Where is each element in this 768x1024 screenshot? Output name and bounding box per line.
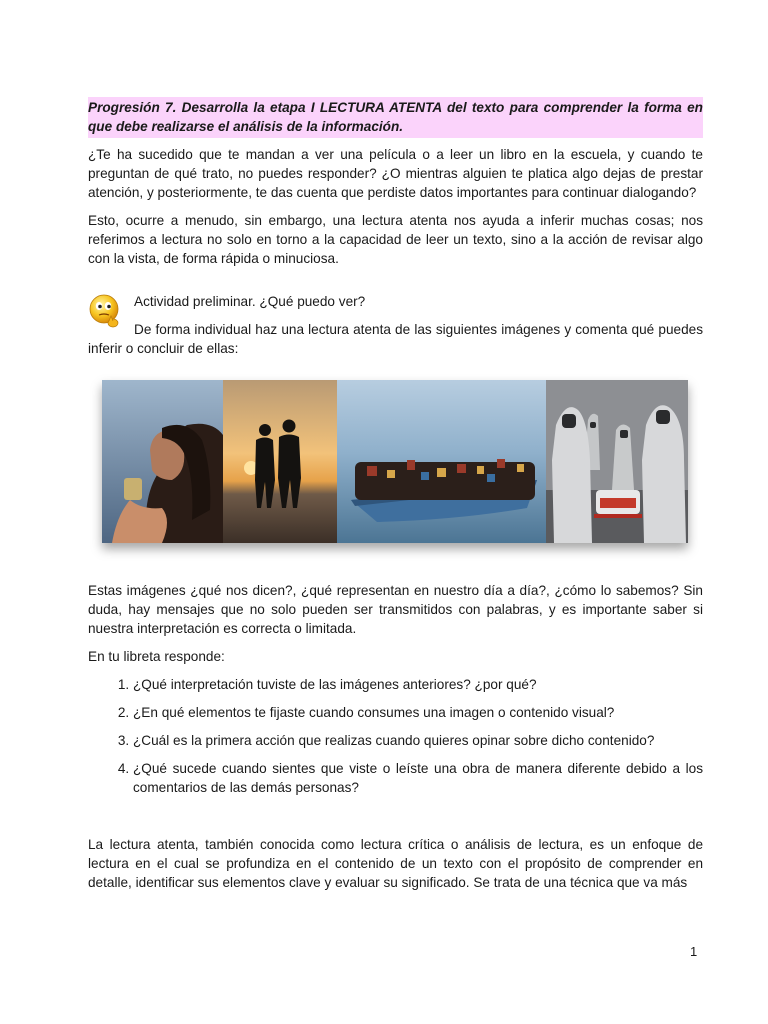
question-item: 4. ¿Qué sucede cuando sientes que viste o leíste una obra de manera diferente debido a los comentarios de las demás personas? <box>133 759 703 797</box>
document-body <box>88 97 703 901</box>
question-item: 3. ¿Cuál es la primera acción que realizas cuando quieres opinar sobre dicho contenido? <box>133 731 703 750</box>
couple-sunset-photo <box>223 380 337 543</box>
question-item: 2. ¿En qué elementos te fijaste cuando consumes una imagen o contenido visual? <box>133 703 703 722</box>
questions-list <box>88 675 703 797</box>
thinking-emoji-icon <box>88 292 124 330</box>
section-title: Progresión 7. Desarrolla la etapa I LECTURA ATENTA del texto para comprender la forma en que debe realizarse el análisis de la información. <box>88 97 703 138</box>
image-strip <box>102 380 688 543</box>
question-item: 1. ¿Qué interpretación tuviste de las imágenes anteriores? ¿por qué? <box>133 675 703 694</box>
closing-paragraph: La lectura atenta, también conocida como lectura crítica o análisis de lectura, es un enfoque de lectura en el cual se profundiza en el contenido de un texto con el propósito de comprender en detalle, identificar sus elementos clave y evaluar su significado. Se trata de una técnica que va más <box>88 837 703 890</box>
intro-paragraph-2: Esto, ocurre a menudo, sin embargo, una lectura atenta nos ayuda a inferir muchas cosas; nos referimos a lectura no solo en torno a la capacidad de leer un texto, sino a la acción de revisar algo con la vista, de forma rápida o minuciosa. <box>88 213 703 266</box>
images-reflection-paragraph: Estas imágenes ¿qué nos dicen?, ¿qué representan en nuestro día a día?, ¿cómo lo sabemos? Sin duda, hay mensajes que no solo pueden ser transmitidos con palabras, y es importante saber si nuestra interpretación es correcta o limitada. <box>88 583 703 636</box>
woman-drinking-photo <box>102 380 223 543</box>
page-number: 1 <box>690 944 698 959</box>
respond-label: En tu libreta responde: <box>88 649 225 664</box>
activity-title: Actividad preliminar. ¿Qué puedo ver? <box>134 294 366 309</box>
activity-block <box>88 292 703 358</box>
hazmat-workers-photo <box>546 380 688 543</box>
activity-instructions: De forma individual haz una lectura atenta de las siguientes imágenes y comenta qué puedes inferir o concluir de ellas: <box>88 322 703 356</box>
intro-paragraph-1: ¿Te ha sucedido que te mandan a ver una película o a leer un libro en la escuela, y cuando te preguntan de qué trato, no puedes responder? ¿O mientras alguien te platica algo dejas de prestar atención, y posteriormente, te das cuenta que perdiste datos importantes para continuar dialogando? <box>88 147 703 200</box>
migrant-boat-photo <box>337 380 546 543</box>
